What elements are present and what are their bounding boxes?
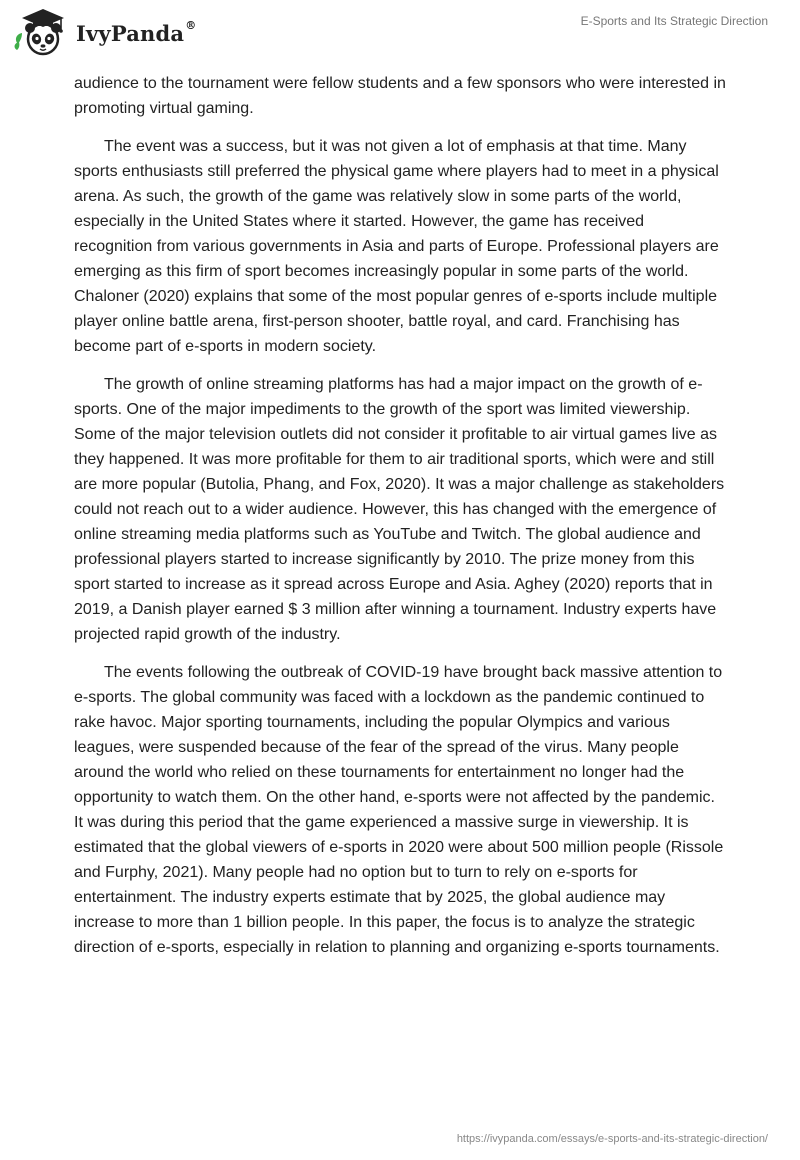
source-url-link[interactable]: https://ivypanda.com/essays/e-sports-and-its-strategic-direction/	[456, 1133, 768, 1145]
essay-body	[74, 71, 726, 973]
paragraph-3: The growth of online streaming platforms has had a major impact on the growth of e-sports. One of the major impediments to the growth of the sport was limited viewership. Some of the major television outlets did not consider it profitable to air virtual games live as they happened. It was more profitable for them to air traditional sports, which were and still are more popular (Butolia, Phang, and Fox, 2020). It was a major challenge as stakeholders could not reach out to a wider audience. However, this has changed with the emergence of online streaming media platforms such as YouTube and Twitch. The global audience and professional players started to increase significantly by 2010. The prize money from this sport started to increase as it spread across Europe and Asia. Aghey (2020) reports that in 2019, a Danish player earned $ 3 million after winning a tournament. Industry experts have projected rapid growth of the industry.	[74, 376, 725, 643]
ivypanda-logo[interactable]	[14, 6, 196, 58]
logo-registered-mark: ®	[185, 18, 197, 32]
panda-graduate-icon	[14, 6, 70, 58]
paragraph-1: audience to the tournament were fellow students and a few sponsors who were interested in promoting virtual gaming.	[74, 75, 726, 117]
logo-name: IvyPanda	[76, 20, 185, 46]
logo-wordmark	[76, 18, 197, 46]
paragraph-4: The events following the outbreak of COVID-19 have brought back massive attention to e-sports. The global community was faced with a lockdown as the pandemic continued to rake havoc. Major sporting tournaments, including the popular Olympics and various leagues, were suspended because of the fear of the spread of the virus. Many people around the world who relied on these tournaments for entertainment no longer had the opportunity to watch them. On the other hand, e-sports were not affected by the pandemic. It was during this period that the game experienced a massive surge in viewership. It is estimated that the global viewers of e-sports in 2020 were about 500 million people (Rissole and Furphy, 2021). Many people had no option but to turn to rely on e-sports for entertainment. The industry experts estimate that by 2025, the global audience may increase to more than 1 billion people. In this paper, the focus is to analyze the strategic direction of e-sports, especially in relation to planning and organizing e-sports tournaments.	[74, 664, 724, 956]
paragraph-2: The event was a success, but it was not given a lot of emphasis at that time. Many sports enthusiasts still preferred the physical game where players had to meet in a physical arena. As such, the growth of the game was relatively slow in some parts of the world, especially in the United States where it started. However, the game has received recognition from various governments in Asia and parts of Europe. Professional players are emerging as this firm of sport becomes increasingly popular in some parts of the world. Chaloner (2020) explains that some of the most popular genres of e-sports include multiple player online battle arena, first-person shooter, battle royal, and card. Franchising has become part of e-sports in modern society.	[74, 138, 719, 355]
page-header	[0, 0, 800, 60]
document-title: E-Sports and Its Strategic Direction	[580, 14, 768, 28]
